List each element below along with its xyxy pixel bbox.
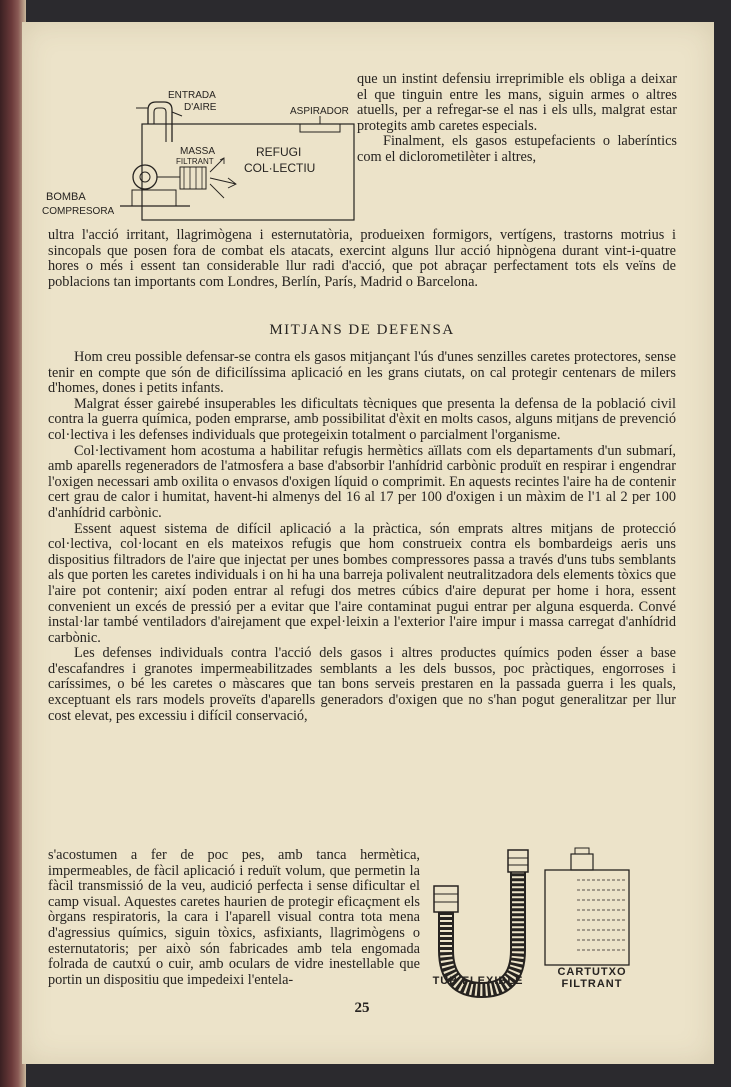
paragraph: Finalment, els gasos estupefacients o laberíntics com el diclorometilèter i altres, [357,133,677,165]
label-aspirador: ASPIRADOR [290,106,349,117]
right-column-text [357,72,677,166]
paragraph: ultra l'acció irritant, llagrimògena i esternutatòria, produeixen formigors, vertígens, trastorns motrius i sincopals que posen fora de combat els atacats, exercint alguns llur acció hipnògena durant vint-i-quatre hores o més i essent tan considerable llur radi d'acció, que pot abraçar perfectament tots els veïns de poblacions tan importants com Londres, Berlín, París, Madrid o Barcelona. [48,227,676,290]
paragraph: Essent aquest sistema de difícil aplicació a la pràctica, són emprats altres mitjans de protecció col·lectiva, col·locant en els mateixos refugis que hom construeix contra els bombardeigs aeris uns dispositius filtradors de l'aire que injectat per unes bombes compressores passa a través d'uns tubs semblants als que porten les caretes individuals i on hi ha una barreja polivalent neutralitzadora dels elements tòxics que l'aire pot contenir; així poden entrar al refugi dos metres cúbics d'aire depurat per home i hora, essent convenient un excés de pressió per a evitar que l'aire contaminat pugui entrar per alguna esquerda. Convé instal·lar també ventiladors d'airejament que expel·leixin a l'exterior l'aire impur i massa carregat d'anhídrid carbònic. [48,520,676,646]
caption-tube: TUB FLEXIBLE [432,975,524,987]
section-heading: MITJANS DE DEFENSA [269,322,455,338]
page-number: 25 [354,1000,370,1016]
paragraph: Hom creu possible defensar-se contra els gasos mitjançant l'ús d'unes senzilles caretes protectores, sense tenir en compte que són de dificilíssima aplicació en les grans ciutats, on cal protegir centenars de milers d'homes, dones i petits infants. [48,349,676,397]
paragraph: s'acostumen a fer de poc pes, amb tanca hermètica, impermeables, de fàcil aplicació i reduït volum, que permetin la fàcil transmissió de la veu, audició perfecta i sense dificultar el camp visual. Aquestes caretes haurien de protegir eficaçment els òrgans respiratoris, la cara i l'aparell visual contra tota mena d'agressius químics, siguin tòxics, asfixiants, llagrimògens o esternutatoris; per això són fabricades amb tela engomada folrada de cautxú o cuir, amb oculars de vidre inestellable que portin un dispositiu que impedeixi l'entela- [48,847,420,988]
paragraph: Les defenses individuals contra l'acció dels gasos i altres productes químics poden ésser a base d'escafandres i granotes impermeabilitzades semblants a les dels bussos, poc pràctiques, engorroses i caríssimes, o bé les caretes o màscares que tan bons serveis prestaren en la passada guerra i les quals, exceptuant els rars models proveïts d'aparells generadors d'oxigen que no s'han pogut generalitzar per llur cost elevat, pes excessiu i difícil conservació, [48,645,676,724]
body-text-main [48,350,676,724]
paragraph: Malgrat ésser gairebé insuperables les dificultats tècniques que presenta la defensa de la població civil contra la guerra química, poden emprarse, amb possibilitat d'èxit en molts casos, alguns mitjans de prevenció col·lectiva i les defenses individuals que protegeixin totalment o parcialment l'organisme. [48,395,676,443]
refuge-ventilation-diagram [40,72,380,232]
caption-cartridge [547,966,637,990]
label-daire: D'AIRE [184,102,217,113]
caption-cartridge-line1: CARTUTXO [557,966,627,978]
label-refugi: REFUGI [256,145,302,159]
label-entrada: ENTRADA [168,90,216,101]
label-filtrant: FILTRANT [176,157,214,166]
book-page [22,22,714,1064]
label-collectiu: COL·LECTIU [244,161,316,175]
body-text-narrow [48,848,420,988]
body-text-top [48,228,676,290]
caption-cartridge-line2: FILTRANT [561,978,623,990]
paragraph: Col·lectivament hom acostuma a habilitar refugis hermètics aïllats com els departaments d'un submarí, amb aparells regeneradors de l'atmosfera a base d'absorbir l'anhídrid carbònic produït en respirar i engendrar l'oxigen necessari amb oxilita o envasos d'oxigen líquid o comprimit. En aquests recintes l'aire ha de contenir cert grau de calor i humitat, havent-hi almenys del 16 al 17 per 100 d'oxigen i un màxim de l'1 al 2 per 100 d'anhídrid carbònic. [48,442,676,521]
label-bomba: BOMBA [46,191,86,203]
label-massa: MASSA [180,146,216,157]
paragraph: que un instint defensiu irreprimible els obliga a deixar el que tinguin entre les mans, siguin armes o altres atuells, per a refregar-se el nas i els ulls, malgrat estar protegits amb caretes especials. [357,71,677,134]
label-compresora: COMPRESORA [42,206,115,217]
